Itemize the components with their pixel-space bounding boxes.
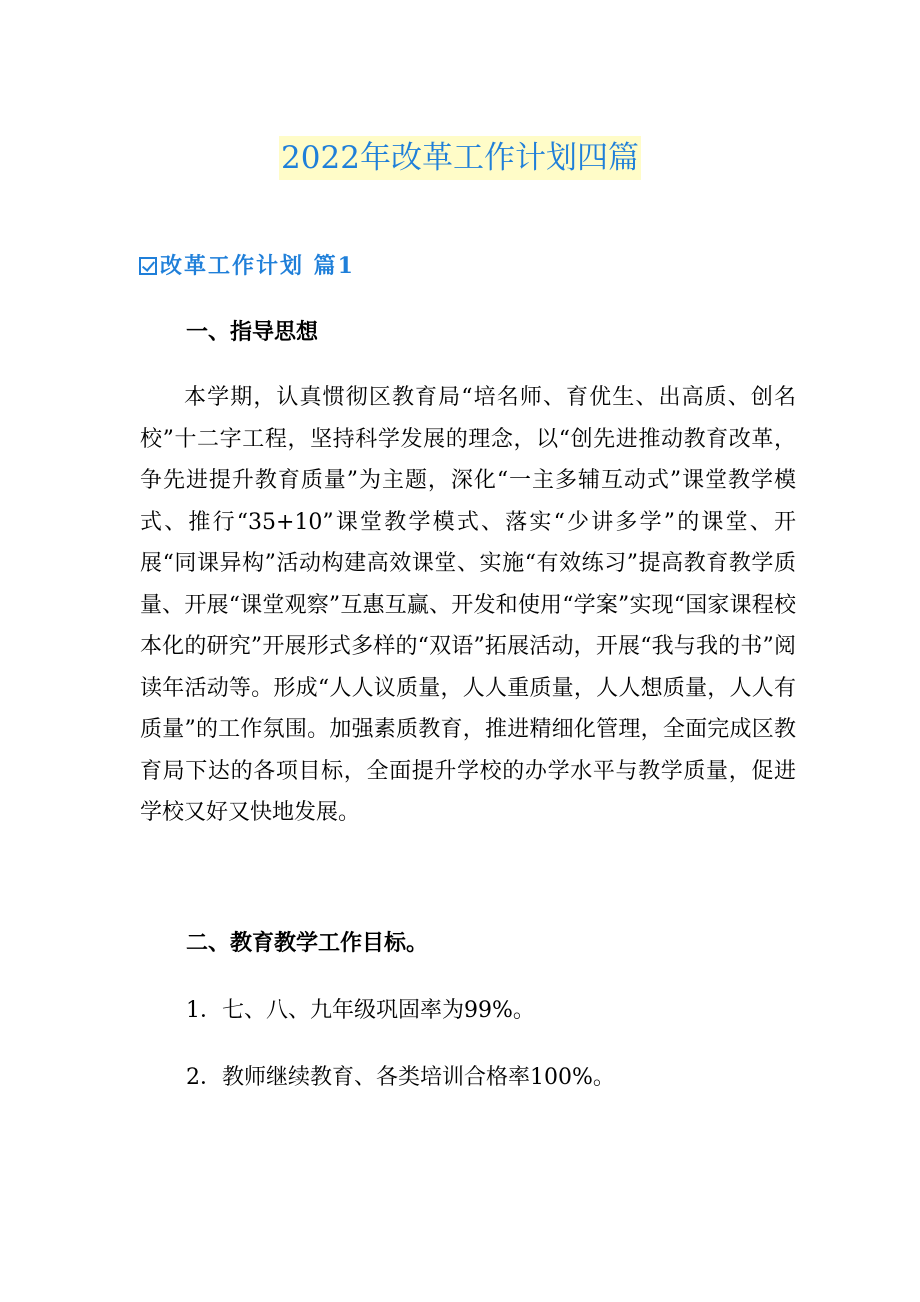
body-paragraph: 本学期，认真惯彻区教育局“培名师、育优生、出高质、创名校”十二字工程，坚持科学发展的理念，以“创先进推动教育改革，争先进提升教育质量”为主题，深化“一主多辅互动式”课堂教学模式、推行“35+10”课堂教学模式、落实“少讲多学”的课堂、开展“同课异构”活动构建高效课堂、实施“有效练习”提高教育教学质量、开展“课堂观察”互惠互赢、开发和使用“学案”实现“国家课程校本化的研究”开展形式多样的“双语”拓展活动，开展“我与我的书”阅读年活动等。形成“人人议质量，人人重质量，人人想质量，人人有质量”的工作氛围。加强素质教育，推进精细化管理，全面完成区教育局下达的各项目标，全面提升学校的办学水平与教学质量，促进学校又好又快地发展。 xyxy=(140,385,796,825)
heading-teaching-goals: 二、教育教学工作目标。 xyxy=(186,930,429,956)
list-item: 2．教师继续教育、各类培训合格率100%。 xyxy=(186,1065,615,1090)
section-heading-text: 改革工作计划 篇1 xyxy=(160,253,355,279)
document-title xyxy=(0,136,920,180)
list-item: 1．七、八、九年级巩固率为99%。 xyxy=(186,998,535,1023)
section-heading xyxy=(139,248,355,284)
document-title-text: 2022年改革工作计划四篇 xyxy=(279,136,641,180)
heading-guiding-thought: 一、指导思想 xyxy=(186,319,319,345)
checkbox-checked-icon xyxy=(139,257,157,275)
